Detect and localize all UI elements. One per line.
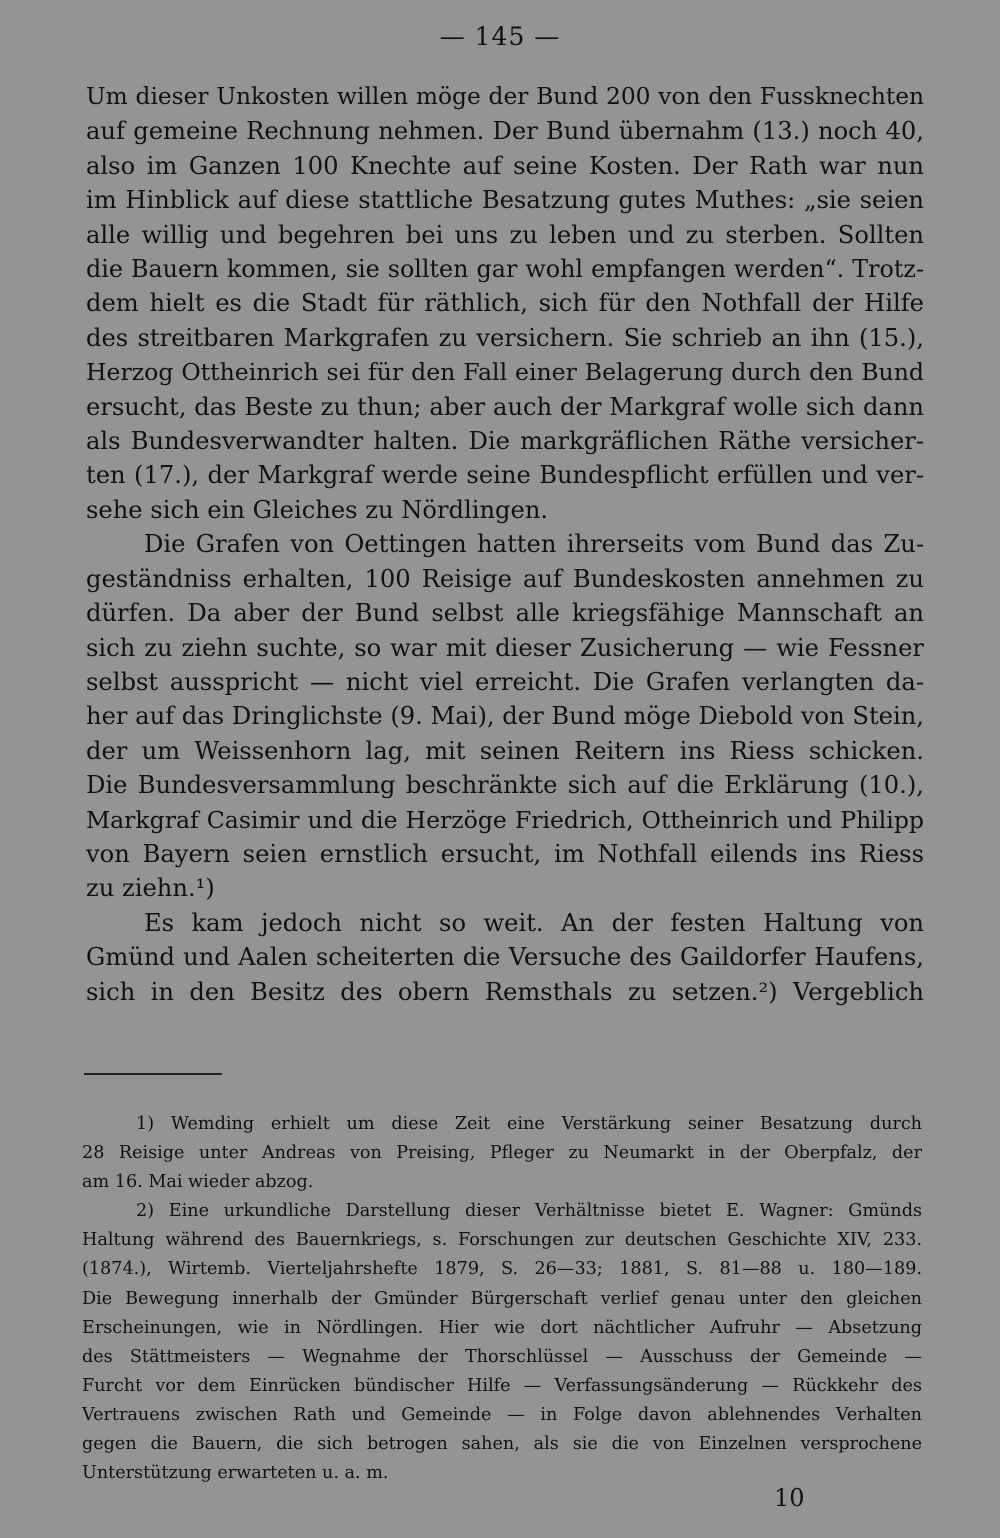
footnote-line: Furcht vor dem Einrücken bündischer Hilfe — Verfassungsänderung — Rückkehr des bbox=[82, 1375, 922, 1396]
text-line: ersucht, das Beste zu thun; aber auch der Markgraf wolle sich dann bbox=[86, 392, 924, 421]
text-line: Es kam jedoch nicht so weit. An der festen Haltung von bbox=[144, 908, 924, 937]
text-line: des streitbaren Markgrafen zu versichern. Sie schrieb an ihn (15.), bbox=[86, 323, 924, 352]
page-number: — 145 — bbox=[439, 22, 561, 51]
footnote-line: 28 Reisige unter Andreas von Preising, Pfleger zu Neumarkt in der Oberpfalz, der bbox=[82, 1143, 922, 1164]
footnote-line: Vertrauens zwischen Rath und Gemeinde — in Folge davon ablehnendes Verhalten bbox=[82, 1404, 922, 1425]
text-line: selbst ausspricht — nicht viel erreicht. Die Grafen verlangten da- bbox=[86, 667, 924, 696]
text-line: sehe sich ein Gleiches zu Nördlingen. bbox=[86, 495, 549, 524]
text-line: also im Ganzen 100 Knechte auf seine Kosten. Der Rath war nun bbox=[86, 151, 924, 180]
footnote-line: Unterstützung erwarteten u. a. m. bbox=[82, 1463, 389, 1484]
text-line: Gmünd und Aalen scheiterten die Versuche des Gaildorfer Haufens, bbox=[86, 943, 924, 972]
text-line: dürfen. Da aber der Bund selbst alle kriegsfähige Mannschaft an bbox=[86, 599, 924, 628]
footnote-line: 1) Wemding erhielt um diese Zeit eine Verstärkung seiner Besatzung durch bbox=[136, 1114, 922, 1134]
footnotes bbox=[82, 1110, 922, 1488]
signature-mark: 10 bbox=[774, 1484, 805, 1512]
text-line: Die Bundesversammlung beschränkte sich auf die Erklärung (10.), bbox=[86, 771, 924, 800]
footnote-line: des Stättmeisters — Wegnahme der Thorschlüssel — Ausschuss der Gemeinde — bbox=[82, 1346, 922, 1367]
footnote-line: Haltung während des Bauernkriegs, s. Forschungen zur deutschen Geschichte XIV, 233. bbox=[82, 1230, 922, 1251]
text-line: als Bundesverwandter halten. Die markgräflichen Räthe versicher- bbox=[86, 427, 924, 456]
footnote-line: 2) Eine urkundliche Darstellung dieser Verhältnisse bietet E. Wagner: Gmünds bbox=[136, 1201, 922, 1222]
text-line: ten (17.), der Markgraf werde seine Bundespflicht erfüllen und ver- bbox=[86, 461, 924, 490]
text-line: sich in den Besitz des obern Remsthals zu setzen.²) Vergeblich bbox=[86, 977, 924, 1006]
text-line: Die Grafen von Oettingen hatten ihrerseits vom Bund das Zu- bbox=[144, 530, 924, 559]
text-line: der um Weissenhorn lag, mit seinen Reitern ins Riess schicken. bbox=[86, 736, 924, 765]
footnote-line: gegen die Bauern, die sich betrogen sahen, als sie die von Einzelnen versprochene bbox=[82, 1434, 922, 1455]
text-line: zu ziehn.¹) bbox=[86, 874, 215, 903]
footnote-line: am 16. Mai wieder abzog. bbox=[82, 1172, 314, 1193]
footnote-divider bbox=[84, 1073, 222, 1075]
text-line: alle willig und begehren bei uns zu leben und zu sterben. Sollten bbox=[86, 220, 924, 249]
text-line: Markgraf Casimir und die Herzöge Friedrich, Ottheinrich und Philipp bbox=[86, 805, 924, 834]
text-line: Herzog Ottheinrich sei für den Fall einer Belagerung durch den Bund bbox=[86, 358, 924, 387]
text-line: her auf das Dringlichste (9. Mai), der Bund möge Diebold von Stein, bbox=[86, 702, 924, 731]
body-text bbox=[86, 80, 924, 1009]
text-line: die Bauern kommen, sie sollten gar wohl empfangen werden“. Trotz- bbox=[86, 255, 924, 284]
text-line: sich zu ziehn suchte, so war mit dieser Zusicherung — wie Fessner bbox=[86, 633, 924, 662]
footnote-line: Erscheinungen, wie in Nördlingen. Hier wie dort nächtlicher Aufruhr — Absetzung bbox=[82, 1317, 922, 1338]
text-line: von Bayern seien ernstlich ersucht, im Nothfall eilends ins Riess bbox=[86, 839, 924, 868]
text-line: dem hielt es die Stadt für räthlich, sich für den Nothfall der Hilfe bbox=[86, 289, 924, 318]
text-line: geständniss erhalten, 100 Reisige auf Bundeskosten annehmen zu bbox=[86, 564, 924, 593]
text-line: Um dieser Unkosten willen möge der Bund 200 von den Fussknechten bbox=[86, 83, 924, 110]
footnote-line: Die Bewegung innerhalb der Gmünder Bürgerschaft verlief genau unter den gleichen bbox=[82, 1288, 922, 1309]
text-line: auf gemeine Rechnung nehmen. Der Bund übernahm (13.) noch 40, bbox=[86, 117, 924, 146]
footnote-line: (1874.), Wirtemb. Vierteljahrshefte 1879, S. 26—33; 1881, S. 81—88 u. 180—189. bbox=[82, 1259, 922, 1280]
text-line: im Hinblick auf diese stattliche Besatzung gutes Muthes: „sie seien bbox=[86, 186, 924, 215]
